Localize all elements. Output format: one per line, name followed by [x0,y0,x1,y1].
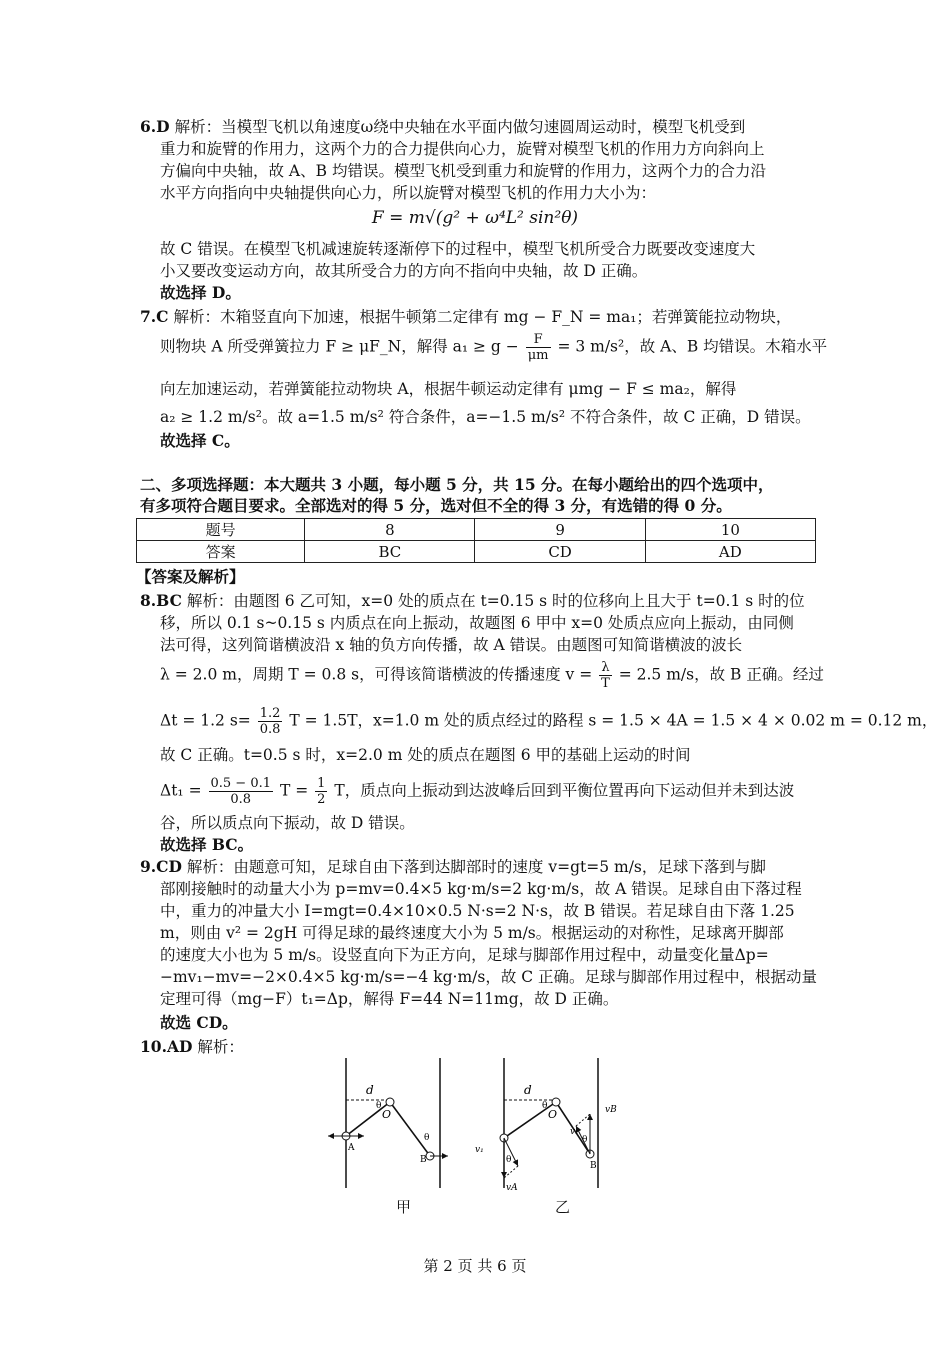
q8-line-8: 谷，所以质点向下振动，故 D 错误。 [160,814,415,832]
q8-frac3-num: 0.5 − 0.1 [210,776,272,791]
label-v1-a: v₁ [475,1145,484,1155]
table-cell: CD [475,541,645,563]
figure-label-left: 甲 [396,1198,412,1216]
q8-frac3-den: 0.8 [230,792,252,807]
section2-heading-1: 二、多项选择题：本大题共 3 小题，每小题 5 分，共 15 分。在每小题给出的四个选项中， [140,475,774,494]
q7-text-1: 解析：木箱竖直向下加速，根据牛顿第二定律有 mg − F_N = ma₁；若弹簧能拉动物块， [173,308,792,326]
q6-line-3: 方偏向中央轴，故 A、B 均错误。模型飞机受到重力和旋臂的作用力，这两个力的合力沿 [160,162,766,180]
label-b: B [420,1155,427,1165]
q8-line-2: 移，所以 0.1 s~0.15 s 内质点在向上振动，故题图 6 甲中 x=0 处质点应向上振动，由同侧 [160,614,794,632]
label-o-2: O [548,1108,558,1121]
q7-line-1 [140,306,791,328]
q8-text-5b: T = 1.5T，x=1.0 m 处的质点经过的路程 s = 1.5 × 4A = 1.5 × 4 × 0.02 m = 0.12 m， [289,711,938,730]
q8-text-7a: Δt₁ = [160,781,202,800]
dash-a [504,1166,518,1178]
label-theta-2: θ [424,1133,430,1143]
answers-heading: 【答案及解析】 [136,567,245,586]
q8-frac1-num: λ [599,660,612,676]
link-o-b [390,1102,430,1156]
label-theta-4: θ [582,1135,588,1145]
answer-table [136,518,816,563]
label-d: d [366,1083,374,1097]
label-va: vA [506,1183,518,1193]
q9-text-1: 解析：由题意可知，足球自由下落到达脚部时的速度 v=gt=5 m/s，足球下落到与脚 [186,858,766,876]
figure-label-right: 乙 [555,1198,571,1216]
q8-text-4b: = 2.5 m/s，故 B 正确。经过 [618,665,824,684]
q8-frac2-den: 0.8 [259,722,281,737]
q9-line-5: 的速度大小也为 5 m/s。设竖直向下为正方向，足球与脚部作用过程中，动量变化量Δp= [160,946,769,964]
q7-text-2a: 则物块 A 所受弹簧拉力 F ≥ μF_N，解得 a₁ ≥ g − [160,337,519,356]
q8-line-7 [160,776,794,807]
label-theta-3: θ [542,1101,548,1111]
q8-line-3: 法可得，这列简谐横波沿 x 轴的负方向传播，故 A 错误。由题图可知简谐横波的波长 [160,636,743,654]
q8-line-5 [160,706,937,737]
q9-line-3: 中，重力的冲量大小 I=mgt=0.4×10×0.5 N·s=2 N·s，故 B 错误。若足球自由下落 1.25 [160,902,795,920]
q7-fraction [526,332,551,363]
q7-line-4: a₂ ≥ 1.2 m/s²。故 a=1.5 m/s² 符合条件，a=−1.5 m/s² 不符合条件，故 C 正确，D 错误。 [160,408,811,426]
q7-frac-den: μm [527,348,549,363]
q9-line-6: −mv₁−mv=−2×0.4×5 kg·m/s=−4 kg·m/s，故 C 正确。足球与脚部作用过程中，根据动量 [160,968,818,986]
label-vb: vB [605,1105,617,1115]
q8-fraction-2 [258,706,283,737]
q6-text-1: 解析：当模型飞机以角速度ω绕中央轴在水平面内做匀速圆周运动时，模型飞机受到 [174,118,746,136]
q8-fraction-3 [209,776,274,807]
q9-line-7: 定理可得（mg−F）t₁=Δp，解得 F=44 N=11mg，故 D 正确。 [160,990,619,1008]
q7-conclusion: 故选择 C。 [160,431,240,450]
table-cell: 8 [305,519,475,541]
q8-line-4 [160,660,824,691]
table-cell: 9 [475,519,645,541]
q9-line-4: m，则由 v² = 2gH 可得足球的最终速度大小为 5 m/s。根据运动的对称性，足球离开脚部 [160,924,784,942]
q7-text-2b: = 3 m/s²，故 A、B 均错误。木箱水平 [557,337,828,356]
table-row [137,541,816,563]
q8-text-1: 解析：由题图 6 乙可知，x=0 处的质点在 t=0.15 s 时的位移向上且大于 t=0.1 s 时的位 [186,592,805,610]
q7-number: 7.C [140,307,169,326]
q9-line-1 [140,856,766,878]
q6-line-1 [140,116,745,138]
q8-number: 8.BC [140,591,182,610]
figure-right [475,1058,617,1193]
figure-left [328,1058,448,1188]
pivot-o-2 [552,1098,560,1106]
pivot-o [386,1098,394,1106]
label-v1-b: v₁ [570,1127,579,1137]
table-cell: 题号 [137,519,305,541]
q8-frac1-den: T [601,676,610,691]
q8-fraction-4 [315,776,327,807]
q8-line-6: 故 C 正确。t=0.5 s 时，x=2.0 m 处的质点在题图 6 甲的基础上运动的时间 [160,746,691,764]
q8-fraction-1 [599,660,612,691]
q6-conclusion: 故选择 D。 [160,283,241,302]
q8-line-1 [140,590,805,612]
label-theta-1: θ [376,1101,382,1111]
label-a: A [348,1143,355,1153]
page-footer: 第 2 页 共 6 页 [423,1257,527,1275]
label-theta-5: θ [506,1155,512,1165]
q9-line-2: 部刚接触时的动量大小为 p=mv=0.4×5 kg·m/s=2 kg·m/s，故 A 错误。足球自由下落过程 [160,880,802,898]
q6-line-5: 故 C 错误。在模型飞机减速旋转逐渐停下的过程中，模型飞机所受合力既要改变速度大 [160,240,756,258]
q6-line-2: 重力和旋臂的作用力，这两个力的合力提供向心力，旋臂对模型飞机的作用力方向斜向上 [160,140,765,158]
label-d-2: d [524,1083,532,1097]
q6-formula: F = m√(g² + ω⁴L² sin²θ) [371,208,579,228]
dash-b [576,1114,590,1126]
q7-line-2 [160,332,827,363]
q8-text-7b: T，质点向上振动到达波峰后回到平衡位置再向下运动但并未到达波 [334,781,795,800]
q8-text-5a: Δt = 1.2 s= [160,711,251,730]
q8-text-4a: λ = 2.0 m，周期 T = 0.8 s，可得该简谐横波的传播速度 v = [160,665,593,684]
q6-line-4: 水平方向指向中央轴提供向心力，所以旋臂对模型飞机的作用力大小为： [160,184,657,202]
q9-conclusion: 故选 CD。 [160,1013,238,1032]
table-cell: BC [305,541,475,563]
q7-frac-num: F [526,332,551,348]
q10-line-1 [140,1036,244,1058]
q8-text-7mid: T = [279,781,309,800]
q7-line-3: 向左加速运动，若弹簧能拉动物块 A，根据牛顿运动定律有 μmg − F ≤ ma₂，解得 [160,380,737,398]
q10-number: 10.AD [140,1037,193,1056]
q8-frac4-num: 1 [317,776,326,791]
q6-number: 6.D [140,117,170,136]
q9-number: 9.CD [140,857,182,876]
label-o: O [382,1108,392,1121]
q10-text: 解析： [197,1038,244,1056]
q8-frac2-num: 1.2 [259,706,281,721]
q6-line-6: 小又要改变运动方向，故其所受合力的方向不指向中央轴，故 D 正确。 [160,262,648,280]
table-cell: AD [645,541,815,563]
figure-diagram [320,1058,650,1198]
table-cell: 答案 [137,541,305,563]
table-cell: 10 [645,519,815,541]
label-b-2: B [590,1161,597,1171]
section2-heading-2: 有多项符合题目要求。全部选对的得 5 分，选对但不全的得 3 分，有选错的得 0 分。 [140,496,732,515]
q8-conclusion: 故选择 BC。 [160,835,254,854]
q8-frac4-den: 2 [317,792,326,807]
table-row [137,519,816,541]
